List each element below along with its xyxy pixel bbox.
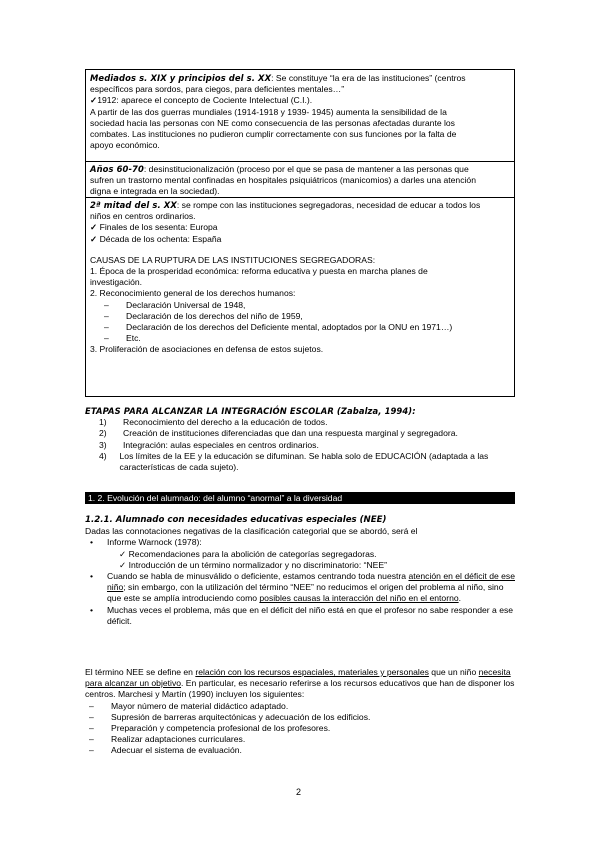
etapas-list xyxy=(85,417,515,473)
nee-section: 1.2.1. Alumnado con necesidades educativas especiales (NEE) Dadas las connotaciones negativas de la clasificación categorial que se abordó, será el • Informe Warnock (1978): ✓ Recomendaciones para la abolición de categorías segregadoras. ✓ Introducción de un término normalizador y no discriminatorio: “NEE” • Cuando se habla de minusválido o deficiente, estamos centrando toda nuestra atención en el déficit de ese niño; sin embargo, con la utilización del término “NEE” no reducimos el origen del problema al niño, sino que este se amplía introduciendo como posibles causas la interacción del niño en el entorno. • Muchas veces el problema, más que en el déficit del niño está en que el profesor no sabe responder a ese déficit. xyxy=(85,515,515,626)
check-icon: ✓ xyxy=(90,233,98,244)
subsection-title: 1.2.1. Alumnado con necesidades educativas especiales (NEE) xyxy=(85,515,387,525)
sub-check-item: ✓ Recomendaciones para la abolición de categorías segregadoras. xyxy=(119,548,377,559)
section-heading-bar: 1. 2. Evolución del alumnado: del alumno “anormal” a la diversidad xyxy=(85,492,515,504)
dash-item: – Realizar adaptaciones curriculares. xyxy=(89,734,246,745)
check-icon: ✓ xyxy=(90,222,98,233)
causes-title: CAUSAS DE LA RUPTURA DE LAS INSTITUCIONES SEGREGADORAS: xyxy=(90,254,376,265)
dash-item: – Mayor número de material didáctico adaptado. xyxy=(89,700,289,711)
check-item: ✓ Finales de los sesenta: Europa xyxy=(90,222,218,233)
etapas-title: ETAPAS PARA ALCANZAR LA INTEGRACIÓN ESCOLAR (Zabalza, 1994): xyxy=(85,406,416,416)
dash-item: – Preparación y competencia profesional de los profesores. xyxy=(89,723,331,734)
dash-item: – Adecuar el sistema de evaluación. xyxy=(89,745,242,756)
bullet-item: • Cuando se habla de minusválido o deficiente, estamos centrando toda nuestra atención en el déficit de ese niño; sin embargo, con la utilización del término “NEE” no reducimos el origen del problema al niño, sino que este se amplía introduciendo como posibles causas la interacción del niño en el entorno. xyxy=(85,571,515,605)
bullet-item: • Informe Warnock (1978): xyxy=(85,537,515,548)
bullet-icon: • xyxy=(90,604,94,615)
nee-definition xyxy=(85,667,515,757)
check-icon: ✓ xyxy=(90,95,98,106)
nee-paragraph: El término NEE se define en relación con los recursos espaciales, materiales y personales que un niño necesita para alcanzar un objetivo. En particular, es necesario referirse a los recursos educativos que han de disponer los centros. Marchesi y Martín (1990) incluyen los siguientes: xyxy=(85,667,515,700)
dash-item: – Declaración Universal de 1948, xyxy=(104,299,246,310)
sub-check-item: ✓ Introducción de un término normalizador y no discriminatorio: “NEE” xyxy=(119,559,387,570)
dash-item: – Declaración de los derechos del Deficiente mental, adoptados por la ONU en 1971…) xyxy=(104,322,453,333)
dash-item: – Declaración de los derechos del niño de 1959, xyxy=(104,310,303,321)
history-box-60-70: Años 60-70: desinstitucionalización (proceso por el que se pasa de mantener a las personas que sufren un trastorno mental confinadas en hospitales psiquiátricos (manicomios) a darles una atención digna e integrada en la sociedad). xyxy=(85,162,515,198)
history-box-xix-xx: Mediados s. XIX y principios del s. XX: Se constituye “la era de las instituciones” (centros específicos para sordos, para ciegos, para deficientes mentales…” ✓1912: aparece el concepto de Cociente Intelectual (C.I.). A partir de las dos guerras mundiales (1914-1918 y 1939- 1945) aumenta la sensibilidad de la sociedad hacia las personas con NE como consecuencia de las personas afectadas durante los combates. Las instituciones no pudieron cumplir correctamente con sus funciones por la falta de apoyo económico. xyxy=(85,69,515,162)
list-item: 2) Creación de instituciones diferenciadas que dan una respuesta marginal y segregadora. xyxy=(99,428,458,439)
box2-heading: Años 60-70 xyxy=(90,164,144,174)
dash-item: – Etc. xyxy=(104,333,141,344)
bullet-icon: • xyxy=(90,537,94,548)
box3-heading: 2ª mitad del s. XX xyxy=(90,200,177,210)
bullet-icon: • xyxy=(90,571,94,582)
list-item: 3) Integración: aulas especiales en centros ordinarios. xyxy=(99,439,319,450)
etapas-section xyxy=(85,406,515,473)
check-item: ✓ Década de los ochenta: España xyxy=(90,233,222,244)
dash-item: – Supresión de barreras arquitectónicas y adecuación de los edificios. xyxy=(89,711,371,722)
list-item: 1) Reconocimiento del derecho a la educación de todos. xyxy=(99,417,328,428)
page-number: 2 xyxy=(296,787,302,797)
list-item: 4) Los límites de la EE y la educación se difuminan. Se habla solo de EDUCACIÓN (adaptada a las características de cada sujeto). xyxy=(99,450,489,473)
bullet-item: • Muchas veces el problema, más que en el déficit del niño está en que el profesor no sabe responder a ese déficit. xyxy=(85,605,515,627)
box1-heading-line: Mediados s. XIX y principios del s. XX: Se constituye “la era de las instituciones” (centros xyxy=(90,73,466,83)
history-box-second-half-xx: 2ª mitad del s. XX: se rompe con las instituciones segregadoras, necesidad de educar a todos los niños en centros ordinarios. ✓ Finales de los sesenta: Europa ✓ Década de los ochenta: España CAUSAS DE LA RUPTURA DE LAS INSTITUCIONES SEGREGADORAS: 1. Época de la prosperidad económica: reforma educativa y puesta en marcha planes de investigación. 2. Reconocimiento general de los derechos humanos: – Declaración Universal de 1948, – Declaración de los derechos del niño de 1959, – Declaración de los derechos del Deficiente mental, adoptados por la ONU en 1971…) – Etc. 3. Proliferación de asociaciones en defensa de estos sujetos. xyxy=(85,198,515,397)
box1-heading: Mediados s. XIX y principios del s. XX xyxy=(90,73,272,83)
